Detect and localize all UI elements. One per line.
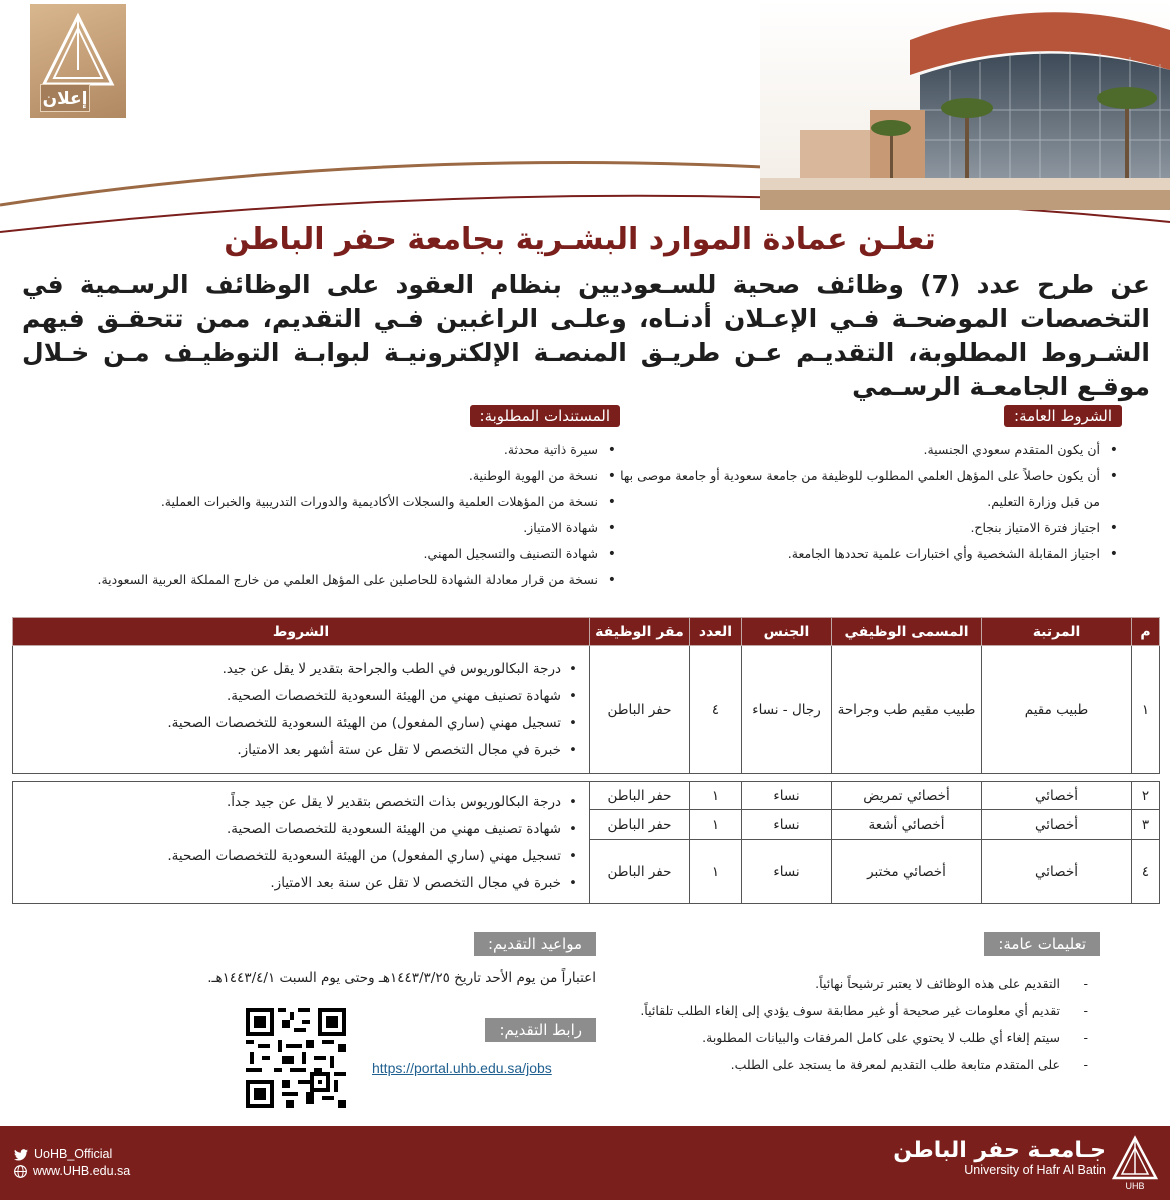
- header-rank: المرتبة: [982, 618, 1132, 646]
- list-item: • شهادة التصنيف والتسجيل المهني.: [60, 541, 620, 567]
- cell-no: ١: [1132, 646, 1160, 774]
- required-documents-section: [60, 405, 620, 593]
- header: [0, 0, 1170, 240]
- list-item: • اجتياز فترة الامتياز بنجاح.: [602, 515, 1122, 541]
- list-item: • أن يكون المتقدم سعودي الجنسية.: [602, 437, 1122, 463]
- apply-link-title: رابط التقديم:: [485, 1018, 596, 1042]
- cell-conditions: [13, 646, 590, 774]
- apply-link-section: [485, 1018, 596, 1042]
- page-title: تعلـن عمادة الموارد البشـرية بجامعة حفر الباطن: [224, 222, 936, 257]
- jobs-table: [12, 617, 1160, 904]
- header-count: العدد: [690, 618, 742, 646]
- list-item: • نسخة من قرار معادلة الشهادة للحاصلين على المؤهل العلمي من خارج المملكة العربية السعودية.: [60, 567, 620, 593]
- university-name-en: University of Hafr Al Batin: [964, 1163, 1106, 1177]
- list-item: • أن يكون حاصلاً على المؤهل العلمي المطلوب للوظيفة من جامعة سعودية أو جامعة موصى بها من قبل وزارة التعليم.: [602, 463, 1122, 515]
- list-item: - تقديم أي معلومات غير صحيحة أو غير مطابقة سوف يؤدي إلى إلغاء الطلب تلقائياً.: [580, 997, 1100, 1024]
- list-item: • نسخة من الهوية الوطنية.: [60, 463, 620, 489]
- cell-gender: رجال - نساء: [742, 646, 832, 774]
- intro-paragraph: عن طرح عدد (7) وظائف صحية للسـعوديين بنظام العقود على الوظائف الرسـمية في التخصصات الموضحـة فـي الإعـلان أدنـاه، وعلـى الراغبين فـي التقديم، ممن تتحقـق فيهم الشـروط المطلوبة، التقديـم عـن طريـق المنصـة الإلكترونيـة لبوابـة التوظيـف مـن خـلال موقـع الجامعـة الرسـمي: [22, 270, 1150, 401]
- cell-rank: أخصائي: [982, 782, 1132, 810]
- cell-location: حفر الباطن: [590, 810, 690, 840]
- cell-gender: نساء: [742, 782, 832, 810]
- cell-location: حفر الباطن: [590, 646, 690, 774]
- twitter-link[interactable]: [14, 1146, 130, 1163]
- condition-item: • خبرة في مجال التخصص لا تقل عن سنة بعد الامتياز.: [23, 870, 579, 897]
- footer: [0, 1126, 1170, 1200]
- general-instructions-list: [580, 970, 1100, 1078]
- condition-item: • تسجيل مهني (ساري المفعول) من الهيئة السعودية للتخصصات الصحية.: [23, 710, 579, 737]
- general-conditions-list: [602, 437, 1122, 567]
- general-instructions-section: [580, 932, 1100, 1078]
- condition-item: • شهادة تصنيف مهني من الهيئة السعودية للتخصصات الصحية.: [23, 816, 579, 843]
- cell-title: أخصائي مختبر: [832, 840, 982, 904]
- twitter-icon: [14, 1149, 28, 1161]
- globe-icon: [14, 1165, 27, 1178]
- cell-count: ٤: [690, 646, 742, 774]
- cell-gender: نساء: [742, 840, 832, 904]
- cell-no: ٤: [1132, 840, 1160, 904]
- header-gender: الجنس: [742, 618, 832, 646]
- table-header-row: [13, 618, 1160, 646]
- table-row: [13, 782, 1160, 810]
- cell-rank: أخصائي: [982, 840, 1132, 904]
- application-dates-section: [126, 932, 596, 986]
- header-location: مقر الوظيفة: [590, 618, 690, 646]
- cell-location: حفر الباطن: [590, 782, 690, 810]
- website-link[interactable]: [14, 1163, 130, 1180]
- list-item: - على المتقدم متابعة طلب التقديم لمعرفة ما يستجد على الطلب.: [580, 1051, 1100, 1078]
- condition-item: • شهادة تصنيف مهني من الهيئة السعودية للتخصصات الصحية.: [23, 683, 579, 710]
- university-logo-icon: [1112, 1134, 1158, 1192]
- cell-conditions: [13, 782, 590, 904]
- cell-gender: نساء: [742, 810, 832, 840]
- university-name-ar: جـامعـة حفر الباطن: [893, 1138, 1106, 1163]
- cell-rank: طبيب مقيم: [982, 646, 1132, 774]
- list-item: - التقديم على هذه الوظائف لا يعتبر ترشيحاً نهائياً.: [580, 970, 1100, 997]
- condition-item: • درجة البكالوريوس بذات التخصص بتقدير لا يقل عن جيد جداً.: [23, 789, 579, 816]
- application-dates-text: اعتباراً من يوم الأحد تاريخ ١٤٤٣/٣/٢٥هـ وحتى يوم السبت ١٤٤٣/٤/١هـ.: [207, 970, 596, 986]
- table-spacer: [13, 774, 1160, 782]
- website-url: www.UHB.edu.sa: [33, 1164, 131, 1178]
- list-item: • نسخة من المؤهلات العلمية والسجلات الأكاديمية والدورات التدريبية والخبرات العملية.: [60, 489, 620, 515]
- required-documents-title: المستندات المطلوبة:: [470, 405, 620, 427]
- cell-title: أخصائي أشعة: [832, 810, 982, 840]
- twitter-handle: UoHB_Official: [34, 1147, 113, 1161]
- header-conditions: الشروط: [13, 618, 590, 646]
- cell-count: ١: [690, 810, 742, 840]
- cell-count: ١: [690, 840, 742, 904]
- list-item: • اجتياز المقابلة الشخصية وأي اختبارات علمية تحددها الجامعة.: [602, 541, 1122, 567]
- header-no: م: [1132, 618, 1160, 646]
- header-job-title: المسمى الوظيفي: [832, 618, 982, 646]
- table-row: [13, 646, 1160, 774]
- general-conditions-title: الشروط العامة:: [1004, 405, 1122, 427]
- cell-title: طبيب مقيم طب وجراحة: [832, 646, 982, 774]
- cell-location: حفر الباطن: [590, 840, 690, 904]
- general-instructions-title: تعليمات عامة:: [984, 932, 1100, 956]
- condition-item: • خبرة في مجال التخصص لا تقل عن ستة أشهر بعد الامتياز.: [23, 737, 579, 764]
- list-item: - سيتم إلغاء أي طلب لا يحتوي على كامل المرفقات والبيانات المطلوبة.: [580, 1024, 1100, 1051]
- cell-title: أخصائي تمريض: [832, 782, 982, 810]
- condition-item: • تسجيل مهني (ساري المفعول) من الهيئة السعودية للتخصصات الصحية.: [23, 843, 579, 870]
- logo-text: UHB: [1125, 1181, 1145, 1191]
- general-conditions-section: [602, 405, 1122, 567]
- application-dates-title: مواعيد التقديم:: [474, 932, 596, 956]
- university-name: [893, 1138, 1106, 1177]
- list-item: • سيرة ذاتية محدثة.: [60, 437, 620, 463]
- cell-no: ٣: [1132, 810, 1160, 840]
- cell-rank: أخصائي: [982, 810, 1132, 840]
- qr-code-icon[interactable]: [246, 1008, 346, 1108]
- required-documents-list: [60, 437, 620, 593]
- cell-no: ٢: [1132, 782, 1160, 810]
- cell-count: ١: [690, 782, 742, 810]
- apply-link[interactable]: https://portal.uhb.edu.sa/jobs: [372, 1060, 552, 1076]
- social-links: [14, 1146, 130, 1180]
- condition-item: • درجة البكالوريوس في الطب والجراحة بتقدير لا يقل عن جيد.: [23, 656, 579, 683]
- list-item: • شهادة الامتياز.: [60, 515, 620, 541]
- announcement-label: إعلان: [40, 84, 90, 112]
- campus-photo: [760, 0, 1170, 210]
